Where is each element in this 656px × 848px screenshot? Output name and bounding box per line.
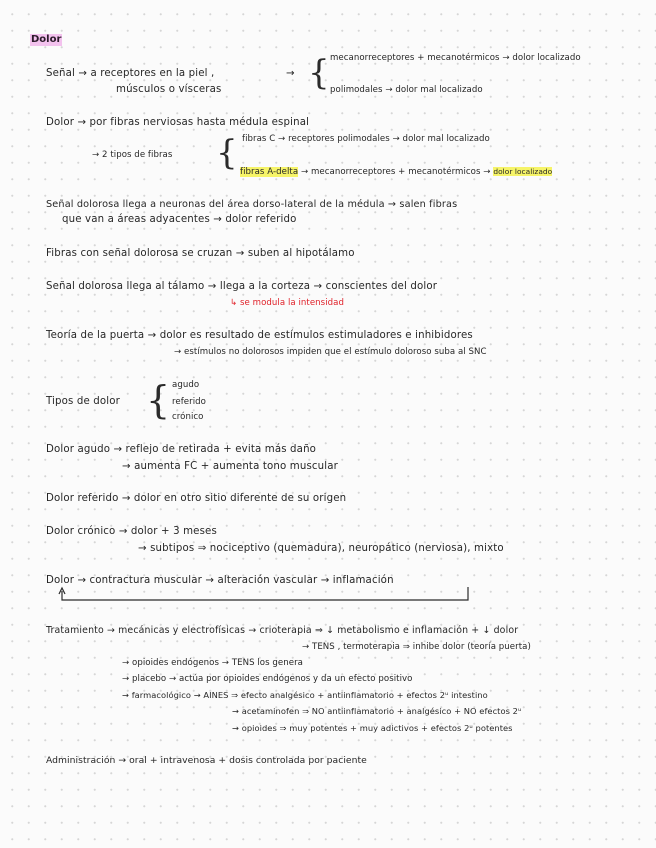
ciclo-line: Dolor → contractura muscular → alteración vascular → inflamación [46, 575, 394, 586]
senal-arrow: → [286, 68, 295, 79]
tratamiento-line-6: → acetaminofen ⇒ NO antiinflamatorio + analgésico + NO efectos 2ᵘ [232, 706, 522, 716]
fibras-a-delta-highlight: fibras A-delta [240, 167, 299, 177]
fibras-line-1: Dolor → por fibras nerviosas hasta médula espinal [46, 117, 310, 128]
fibras-branch-1: fibras C → receptores polimodales → dolor mal localizado [242, 134, 490, 144]
agudo-line-1: Dolor agudo → reflejo de retirada + evita más daño [46, 444, 317, 455]
tipos-brace: { [146, 378, 171, 422]
cronico-line-2: → subtipos ⇒ nociceptivo (quemadura), neuropático (nerviosa), mixto [138, 543, 504, 554]
administracion-line: Administración → oral + intravenosa + dosis controlada por paciente [46, 755, 367, 766]
senal-branch-1: mecanorreceptores + mecanotérmicos → dolor localizado [330, 53, 581, 63]
cruzan-line: Fibras con señal dolorosa se cruzan → suben al hipotálamo [46, 248, 355, 259]
tipos-item: agudo [172, 380, 200, 390]
tratamiento-line-3: → opioides endógenos → TENS los genera [122, 658, 303, 668]
senal-line-2: músculos o vísceras [116, 84, 222, 95]
dorso-line-2: que van a áreas adyacentes → dolor referido [62, 214, 297, 225]
senal-brace: { [308, 53, 330, 93]
puerta-line-2: → estímulos no dolorosos impiden que el estímulo doloroso suba al SNC [174, 347, 487, 357]
fibras-line-2: → 2 tipos de fibras [92, 150, 173, 160]
senal-line-1: Señal → a receptores en la piel , [46, 68, 215, 79]
fibras-branch-2-text: → mecanorreceptores + mecanotérmicos → [300, 167, 491, 177]
tratamiento-line-2: → TENS , termoterapia ⇒ inhibe dolor (teoría puerta) [302, 642, 531, 652]
fibras-branch-2-end: dolor localizado [493, 167, 553, 176]
tratamiento-line-1: Tratamiento → mecánicas y electrofísicas → crioterapia ⇒ ↓ metabolismo e inflamación + ↓ dolor [46, 625, 519, 636]
agudo-line-2: → aumenta FC + aumenta tono muscular [122, 461, 338, 472]
dorso-line-1: Señal dolorosa llega a neuronas del área dorso-lateral de la médula → salen fibras [46, 199, 458, 210]
tipos-label: Tipos de dolor [46, 396, 121, 407]
talamo-red-note: ↳ se modula la intensidad [230, 298, 344, 308]
tratamiento-line-5: → farmacológico → AINES ⇒ efecto analgésico + antiinflamatorio + efectos 2ᵘ intestino [122, 690, 488, 700]
fibras-brace: { [216, 133, 238, 173]
senal-branch-2: polimodales → dolor mal localizado [330, 85, 483, 95]
tratamiento-line-4: → placebo → actúa por opioides endógenos y da un efecto positivo [122, 674, 413, 684]
tipos-item: crónico [172, 412, 204, 422]
page-title: Dolor [31, 34, 62, 45]
tratamiento-line-7: → opioides ⇒ muy potentes + muy adictivos + efectos 2ᵘ potentes [232, 723, 513, 733]
referido-line: Dolor referido → dolor en otro sitio diferente de su origen [46, 493, 347, 504]
talamo-line-1: Señal dolorosa llega al tálamo → llega a la corteza → conscientes del dolor [46, 281, 438, 292]
puerta-line-1: Teoría de la puerta → dolor es resultado de estímulos estimuladores e inhibidores [46, 330, 473, 341]
cronico-line-1: Dolor crónico → dolor + 3 meses [46, 526, 217, 537]
tipos-item: referido [172, 397, 206, 407]
